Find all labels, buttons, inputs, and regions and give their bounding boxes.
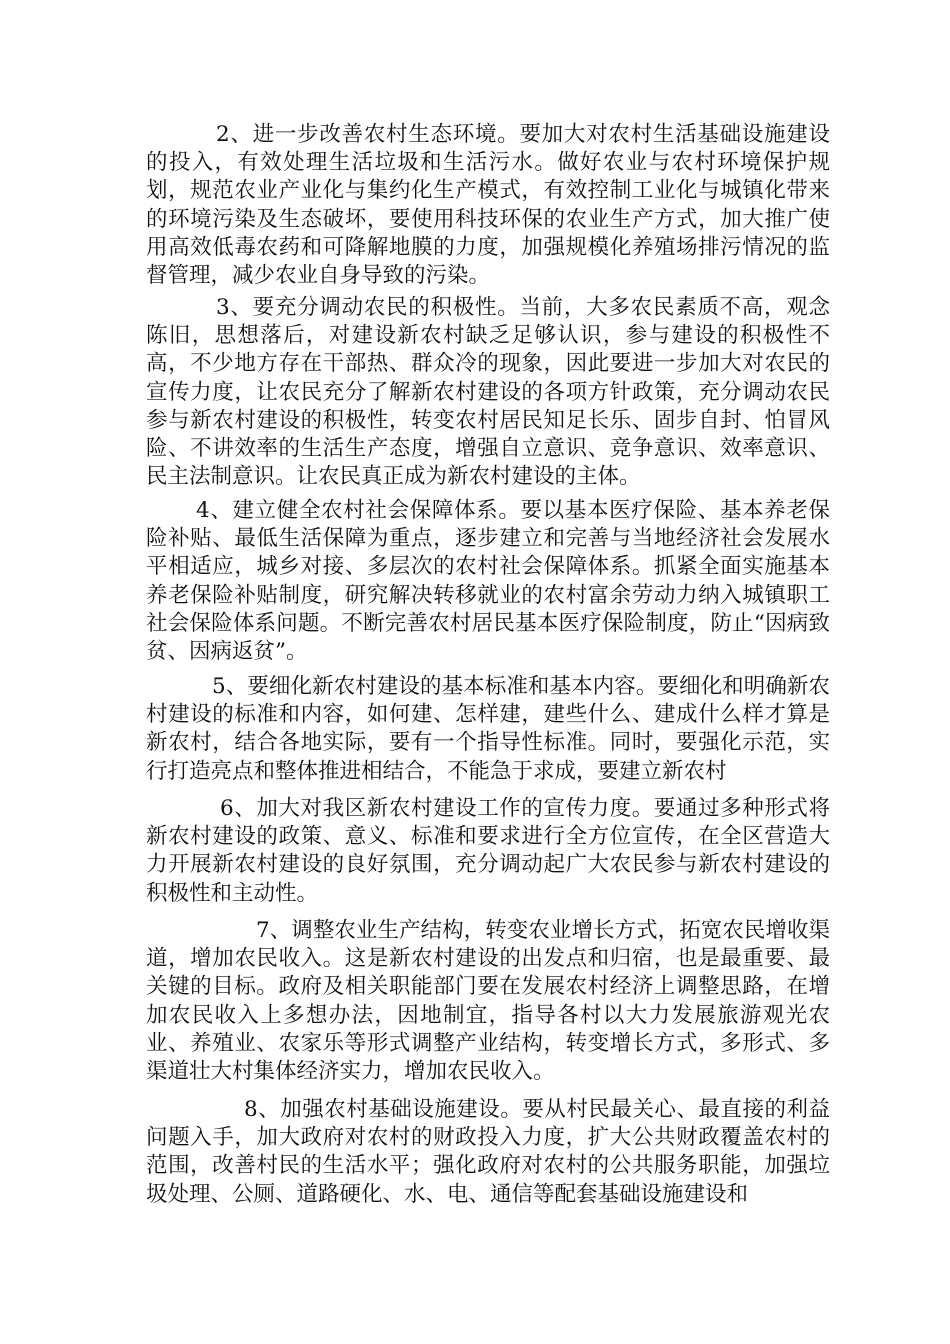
- paragraph-7-agricultural-structure: 7、调整农业生产结构，转变农业增长方式，拓宽农民增收渠道，增加农民收入。这是新农村建设的出发点和归宿，也是最重要、最关键的目标。政府及相关职能部门要在发展农村经济上调整思路，在增加农民收入上多想办法，因地制宜，指导各村以大力发展旅游观光农业、养殖业、农家乐等形式调整产业结构，转变增长方式，多形式、多渠道壮大村集体经济实力，增加农民收入。: [146, 918, 830, 1085]
- paragraph-2-ecology: 2、进一步改善农村生态环境。要加大对农村生活基础设施建设的投入，有效处理生活垃圾和生活污水。做好农业与农村环境保护规划，规范农业产业化与集约化生产模式，有效控制工业化与城镇化带来的环境污染及生态破坏，要使用科技环保的农业生产方式，加大推广使用高效低毒农药和可降解地膜的力度，加强规模化养殖场排污情况的监督管理，减少农业自身导致的污染。: [146, 122, 830, 289]
- paragraph-3-farmer-enthusiasm: 3、要充分调动农民的积极性。当前，大多农民素质不高，观念陈旧，思想落后，对建设新农村缺乏足够认识，参与建设的积极性不高，不少地方存在干部热、群众冷的现象，因此要进一步加大对农民的宣传力度，让农民充分了解新农村建设的各项方针政策，充分调动农民参与新农村建设的积极性，转变农村居民知足长乐、固步自封、怕冒风险、不讲效率的生活生产态度，增强自立意识、竞争意识、效率意识、民主法制意识。让农民真正成为新农村建设的主体。: [146, 295, 830, 490]
- paragraph-4-social-security: 4、建立健全农村社会保障体系。要以基本医疗保险、基本养老保险补贴、最低生活保障为重点，逐步建立和完善与当地经济社会发展水平相适应，城乡对接、多层次的农村社会保障体系。抓紧全面实施基本养老保险补贴制度，研究解决转移就业的农村富余劳动力纳入城镇职工社会保险体系问题。不断完善农村居民基本医疗保险制度，防止“因病致贫、因病返贫”。: [146, 498, 830, 665]
- paragraph-8-infrastructure: 8、加强农村基础设施建设。要从村民最关心、最直接的利益问题入手，加大政府对农村的财政投入力度，扩大公共财政覆盖农村的范围，改善村民的生活水平；强化政府对农村的公共服务职能，加强垃圾处理、公厕、道路硬化、水、电、通信等配套基础设施建设和: [146, 1097, 830, 1207]
- paragraph-6-publicity: 6、加大对我区新农村建设工作的宣传力度。要通过多种形式将新农村建设的政策、意义、标准和要求进行全方位宣传，在全区营造大力开展新农村建设的良好氛围，充分调动起广大农民参与新农村建设的积极性和主动性。: [146, 796, 830, 906]
- paragraph-5-standards: 5、要细化新农村建设的基本标准和基本内容。要细化和明确新农村建设的标准和内容，如何建、怎样建，建些什么、建成什么样才算是新农村，结合各地实际，要有一个指导性标准。同时，要强化示范，实行打造亮点和整体推进相结合，不能急于求成，要建立新农村: [146, 674, 830, 784]
